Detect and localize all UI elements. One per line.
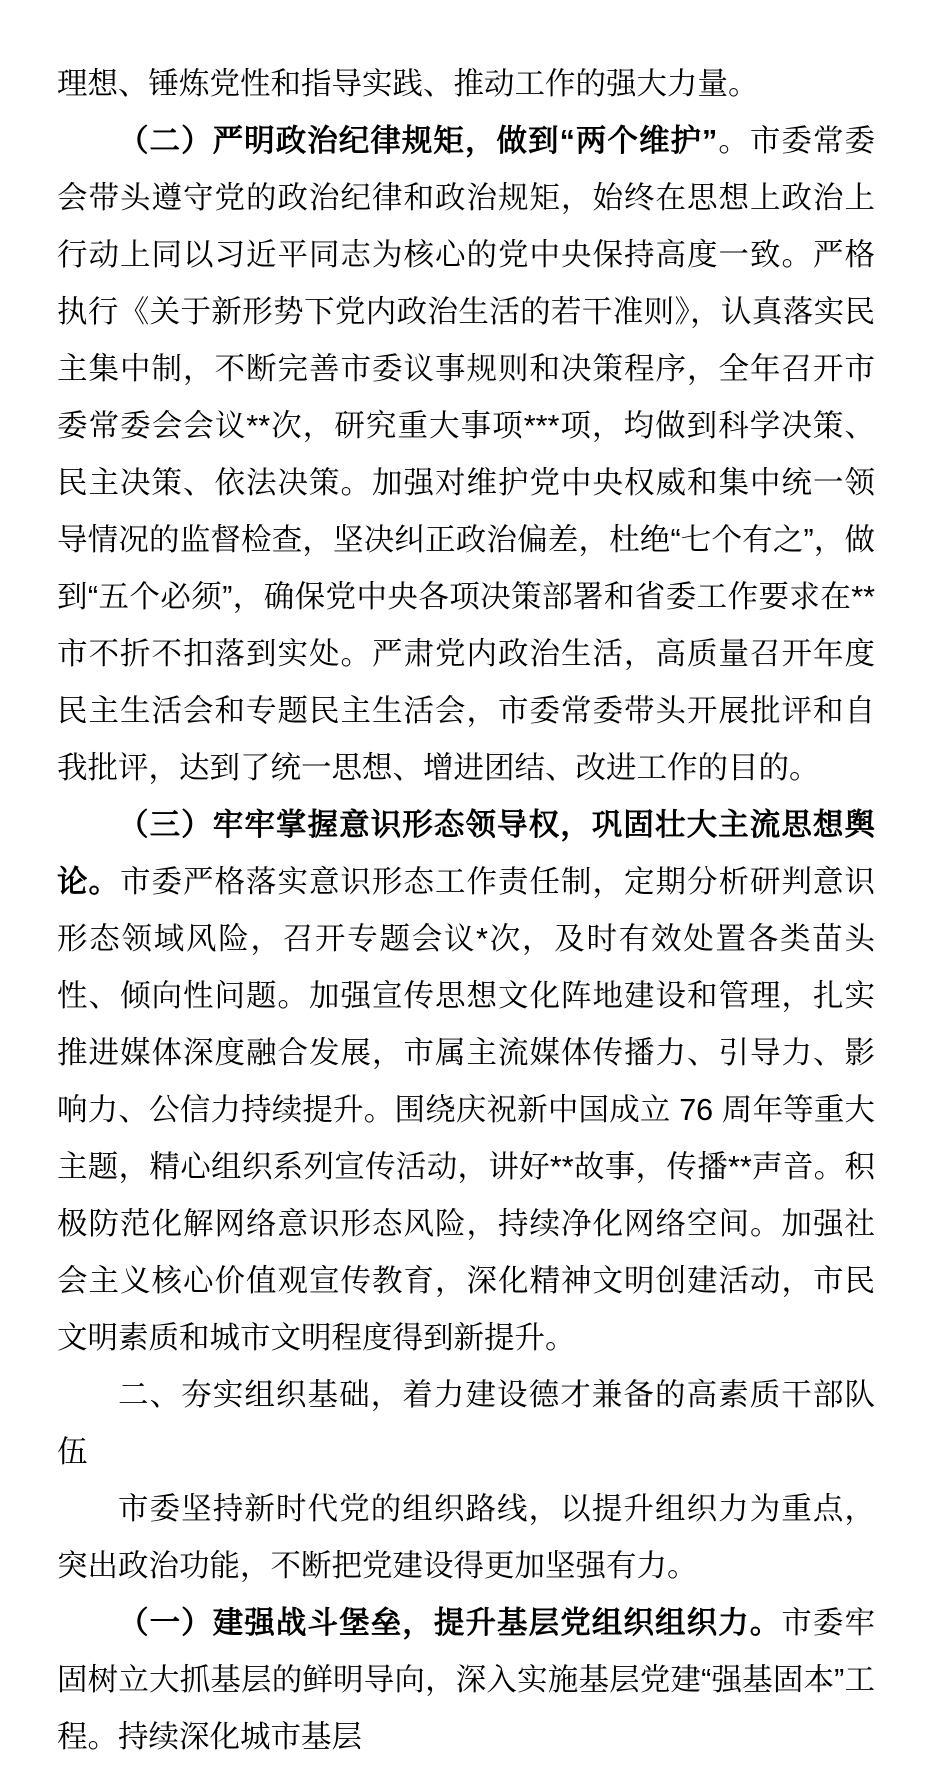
paragraph-text: 市委牢固树立大抓基层的鲜明导向，深入实施基层党建“强基固本”工程。持续深化城市基层 <box>57 1606 876 1754</box>
paragraph-section-3-item-1 <box>57 1595 875 1766</box>
paragraph-text: 。市委常委会带头遵守党的政治纪律和政治规矩，始终在思想上政治上行动上同以习近平同志为核心的党中央保持高度一致。严格执行《关于新形势下党内政治生活的若干准则》，认真落实民主集中制，不断完善市委议事规则和决策程序，全年召开市委常委会会议**次，研究重大事项***项，均做到科学决策、民主决策、依法决策。加强对维护党中央权威和集中统一领导情况的监督检查，坚决纠正政治偏差，杜绝“七个有之”，做到“五个必须”，确保党中央各项决策部署和省委工作要求在**市不折不扣落到实处。严肃党内政治生活，高质量召开年度民主生活会和专题民主生活会，市委常委带头开展批评和自我批评，达到了统一思想、增进团结、改进工作的目的。 <box>57 124 876 785</box>
heading-text: 二、夯实组织基础，着力建设德才兼备的高素质干部队伍 <box>57 1378 875 1469</box>
paragraph-text: 市委严格落实意识形态工作责任制，定期分析研判意识形态领域风险，召开专题会议*次，及时有效处置各类苗头性、倾向性问题。加强宣传思想文化阵地建设和管理，扎实推进媒体深度融合发展，市属主流媒体传播力、引导力、影响力、公信力持续提升。围绕庆祝新中国成立 76 周年等重大主题，精心组织系列宣传活动，讲好**故事，传播**声音。积极防范化解网络意识形态风险，持续净化网络空间。加强社会主义核心价值观宣传教育，深化精神文明创建活动，市民文明素质和城市文明程度得到新提升。 <box>57 865 875 1355</box>
paragraph-section-2-item-3 <box>57 797 875 1367</box>
paragraph-lead-heading-2-3: （三）牢牢掌握意识形态领导权，巩固壮大主流思想舆论。 <box>57 808 875 899</box>
heading-section-two <box>57 1367 875 1481</box>
paragraph-text: 市委坚持新时代党的组织路线，以提升组织力为重点，突出政治功能，不断把党建设得更加坚强有力。 <box>57 1492 875 1583</box>
paragraph-lead-heading-2-2: （二）严明政治纪律规矩，做到“两个维护” <box>118 124 718 158</box>
paragraph-section-2-item-2 <box>57 113 875 797</box>
document-text-column <box>57 56 875 1766</box>
paragraph-lead-heading-3-1: （一）建强战斗堡垒，提升基层党组织组织力。 <box>118 1606 782 1640</box>
paragraph-text: 理想、锤炼党性和指导实践、推动工作的强大力量。 <box>57 67 759 101</box>
paragraph-section-two-intro <box>57 1481 875 1595</box>
paragraph-continuation <box>57 56 875 113</box>
